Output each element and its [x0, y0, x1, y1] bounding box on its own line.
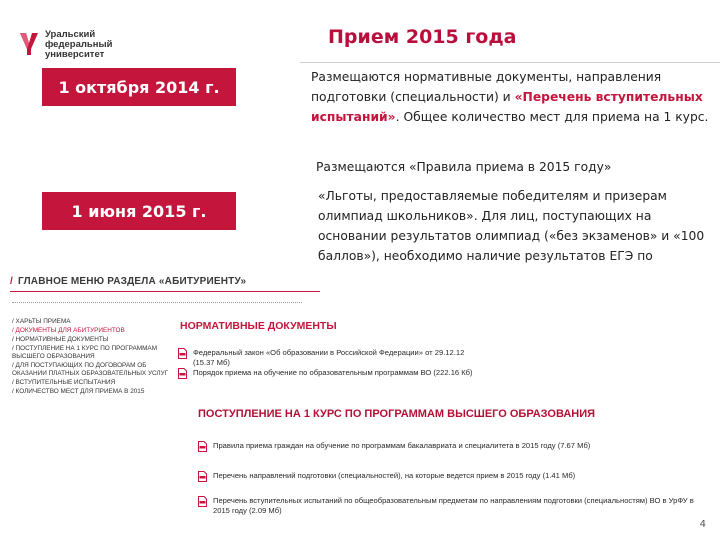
menu-header: [10, 268, 320, 292]
slide-title: Прием 2015 года: [328, 26, 517, 48]
admission-rules-note: Размещаются «Правила приема в 2015 году»: [316, 160, 612, 174]
logo-line-3: университет: [45, 49, 105, 60]
menu-header-text: ГЛАВНОЕ МЕНЮ РАЗДЕЛА «АБИТУРИЕНТУ»: [17, 276, 247, 287]
section-menu: [12, 318, 172, 397]
october-description: [311, 67, 716, 127]
october-text-part1: Размещаются нормативные документы, направления подготовки (специальности) и: [311, 70, 662, 104]
menu-item-paid[interactable]: / ДЛЯ ПОСТУПАЮЩИХ ПО ДОГОВОРАМ ОБ ОКАЗАНИИ ПЛАТНЫХ ОБРАЗОВАТЕЛЬНЫХ УСЛУГ: [12, 362, 169, 378]
logo-text: [45, 30, 112, 60]
menu-item-exams[interactable]: / ВСТУПИТЕЛЬНЫЕ ИСПЫТАНИЯ: [12, 379, 116, 387]
breadcrumb-line: [12, 302, 302, 306]
university-logo: [18, 30, 112, 60]
doc-link[interactable]: [178, 348, 478, 367]
urfu-logo-icon: [18, 31, 40, 57]
date-badge-october: 1 октября 2014 г.: [42, 68, 236, 106]
menu-item-admission[interactable]: / ПОСТУПЛЕНИЕ НА 1 КУРС ПО ПРОГРАММАМ ВЫСШЕГО ОБРАЗОВАНИЯ: [12, 344, 158, 361]
admission-heading: ПОСТУПЛЕНИЕ НА 1 КУРС ПО ПРОГРАММАМ ВЫСШЕГО ОБРАЗОВАНИЯ: [198, 408, 596, 420]
doc-link[interactable]: [198, 496, 698, 515]
header-slash: /: [10, 276, 13, 287]
doc-link-text[interactable]: Перечень направлений подготовки (специальностей), на которые ведется прием в 2015 году (1.41 Мб): [213, 471, 576, 480]
menu-item-rules[interactable]: / ХАРЬТЫ ПРИЕМА: [12, 318, 71, 325]
pdf-icon: [198, 496, 207, 507]
logo-line-1: Уральский: [45, 29, 96, 40]
date-badge-june: 1 июня 2015 г.: [42, 192, 236, 230]
logo-line-2: федеральный: [45, 39, 113, 50]
title-divider: [300, 62, 720, 63]
doc-link-text[interactable]: Правила приема граждан на обучение по программам бакалавриата и специалитета в 2015 году (7.67 Мб): [213, 441, 591, 450]
normative-docs-heading: НОРМАТИВНЫЕ ДОКУМЕНТЫ: [180, 320, 337, 332]
pdf-icon: [198, 471, 207, 482]
doc-link[interactable]: [198, 441, 698, 452]
pdf-icon: [178, 368, 187, 379]
doc-link-text[interactable]: Перечень вступительных испытаний по общеобразовательным предметам по направлениям подготовки (специальностям) ВО в УрФУ в 2015 году (2.09 Мб): [213, 496, 694, 515]
website-screenshot: [8, 266, 708, 538]
menu-item-places[interactable]: / КОЛИЧЕСТВО МЕСТ ДЛЯ ПРИЕМА В 2015: [12, 388, 145, 396]
menu-item-normative[interactable]: / НОРМАТИВНЫЕ ДОКУМЕНТЫ: [12, 335, 109, 343]
menu-item-documents[interactable]: / ДОКУМЕНТЫ ДЛЯ АБИТУРИЕНТОВ: [12, 326, 125, 334]
pdf-icon: [178, 348, 187, 359]
doc-link[interactable]: [178, 368, 478, 379]
pdf-icon: [198, 441, 207, 452]
doc-link-text[interactable]: Федеральный закон «Об образовании в Российской Федерации» от 29.12.12 (15.37 Мб): [193, 348, 465, 367]
olympiad-benefits-text: «Льготы, предоставляемые победителям и призерам олимпиад школьников». Для лиц, поступающих на основании результатов олимпиад («без экзаменов» и «100 баллов»), необходимо наличие результатов ЕГЭ по: [318, 189, 705, 263]
october-text-part2: . Общее количество мест для приема на 1 курс.: [395, 110, 709, 124]
page-number: 4: [699, 519, 706, 530]
doc-link-text[interactable]: Порядок приема на обучение по образовательным программам ВО (222.16 Кб): [193, 368, 473, 377]
doc-link[interactable]: [198, 471, 698, 482]
exams-list-highlight: «Перечень вступительных испытаний»: [311, 90, 703, 124]
